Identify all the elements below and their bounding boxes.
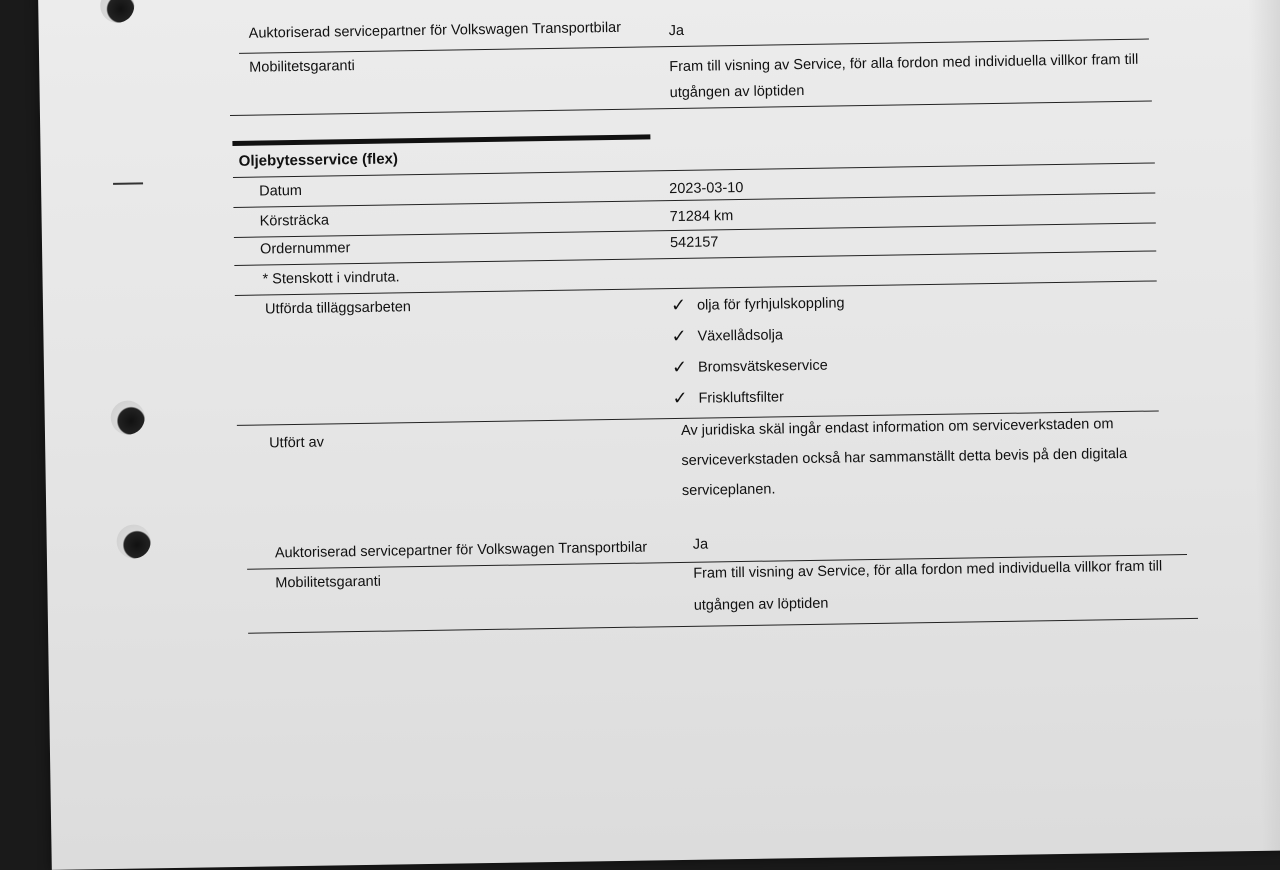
fold-mark [113,182,143,184]
extras-item [671,287,845,321]
mobility-row-top [229,41,1152,116]
order-label: Ordernummer [259,240,351,258]
extras-item-label: Friskluftsfilter [698,388,785,407]
document-page [38,0,1280,870]
partner-value: Ja [692,536,709,553]
order-value: 542157 [669,234,719,252]
performed-by-label: Utfört av [269,434,325,452]
extras-item [671,318,845,352]
extras-item-label: Växellådsolja [697,326,784,345]
extras-item-label: Bromsvätskeservice [697,357,828,376]
mobility-row-bottom [247,556,1198,634]
extras-row [235,282,1159,425]
mobility-label: Mobilitetsgaranti [275,573,382,592]
partner-label: Auktoriserad servicepartner för Volkswagen Transportbilar [274,539,648,562]
extras-item [672,349,846,383]
checkmark-icon: ✓ [671,325,687,347]
mobility-label: Mobilitetsgaranti [249,58,355,76]
extras-item [672,380,846,414]
punch-hole-middle [110,400,145,435]
section-title: Oljebytesservice (flex) [238,150,399,170]
checkmark-icon: ✓ [672,387,688,409]
note-text: * Stenskott i vindruta. [262,269,400,288]
checkmark-icon: ✓ [670,294,687,316]
performed-by-value: Av juridiska skäl ingår endast information om serviceverkstaden om serviceverkstaden också har sammanställt detta bevis på den digitala serviceplanen. [680,416,1128,499]
checkmark-icon: ✓ [671,356,688,378]
punch-hole-bottom [116,524,151,559]
punch-hole-top [100,0,135,23]
extras-label: Utförda tilläggsarbeten [264,299,412,318]
partner-label: Auktoriserad servicepartner för Volkswagen Transportbilar [248,19,622,42]
mobility-value: Fram till visning av Service, för alla fordon med individuella villkor fram till utgången av löptiden [693,558,1163,614]
mileage-label: Körsträcka [259,212,330,230]
partner-value: Ja [668,22,685,40]
extras-list [671,287,846,414]
date-value: 2023-03-10 [669,179,744,198]
date-label: Datum [259,182,303,200]
performed-by-row [237,412,1161,536]
mobility-value: Fram till visning av Service, för alla fordon med individuella villkor fram till utgången av löptiden [669,51,1139,102]
extras-item-label: olja för fyrhjulskoppling [696,294,845,314]
mileage-value: 71284 km [669,208,734,226]
